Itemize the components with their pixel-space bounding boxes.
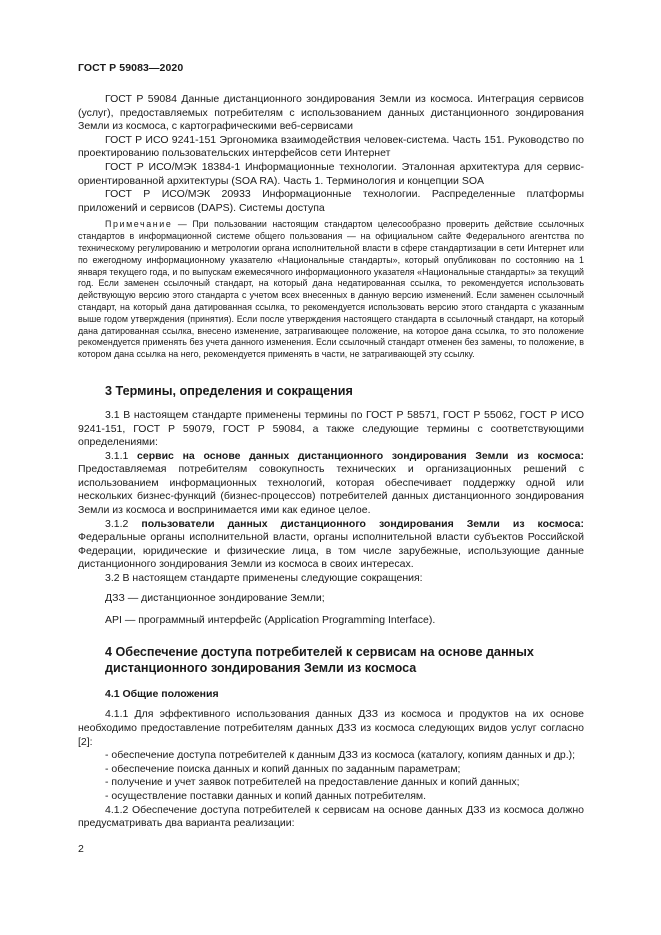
paragraph-3-2: 3.2 В настоящем стандарте применены следующие сокращения: <box>105 572 423 585</box>
list-item: - осуществление поставки данных и копий данных потребителям. <box>105 789 427 802</box>
subsection-4-1-title: 4.1 Общие положения <box>105 687 219 700</box>
term-definition: Предоставляемая потребителям совокупность технических и организационных решений с использованием информационных технологий, которая обеспечивает поддержку одной или нескольких бизнес-функций (бизнес-процессов) потребителей данных дистанционного зондирования Земли из космоса и воспринимается ими как единое целое. <box>78 463 584 517</box>
reference-item: ГОСТ Р 59084 Данные дистанционного зондирования Земли из космоса. Интеграция сервисов (услуг), предоставляемых потребителям с использованием данных дистанционного зондирования Земли из космоса, с картографическими веб-сервисами <box>78 93 584 133</box>
note-label: Примечание <box>105 219 173 230</box>
reference-item: ГОСТ Р ИСО 9241-151 Эргономика взаимодействия человек-система. Часть 151. Руководство по проектированию пользовательских интерфейсов сети Интернет <box>78 133 584 160</box>
section-4-title-line1: 4 Обеспечение доступа потребителей к сервисам на основе данных <box>105 644 534 659</box>
paragraph-4-1-1: 4.1.1 Для эффективного использования данных ДЗЗ из космоса и продуктов на их основе необходимо предоставление потребителям данных ДЗЗ из космоса следующих видов услуг согласно [2]: <box>78 708 584 748</box>
section-3-title: 3 Термины, определения и сокращения <box>105 383 353 398</box>
abbreviation-item: API — программный интерфейс (Application Programming Interface). <box>105 614 436 627</box>
list-item: - получение и учет заявок потребителей на предоставление данных и копий данных; <box>105 776 520 789</box>
term-definition: Федеральные органы исполнительной власти, органы исполнительной власти субъектов Российской Федерации, юридические и физические лица, в том числе зарубежные, использующие данные дистанционного зондирования Земли из космоса в своих интересах. <box>78 531 584 571</box>
page-number: 2 <box>78 843 84 855</box>
paragraph-4-1-2: 4.1.2 Обеспечение доступа потребителей к сервисам на основе данных ДЗЗ из космоса должно предусматривать два варианта реализации: <box>78 803 584 830</box>
abbreviation-item: ДЗЗ — дистанционное зондирование Земли; <box>105 591 325 604</box>
term-3-1-2 <box>78 518 584 572</box>
term-number: 3.1.2 <box>105 517 142 530</box>
term-3-1-1 <box>78 450 584 518</box>
paragraph-3-1: 3.1 В настоящем стандарте применены термины по ГОСТ Р 58571, ГОСТ Р 55062, ГОСТ Р ИСО 9241-151, ГОСТ Р 59079, ГОСТ Р 59084, а также следующие термины с соответствующими определениями: <box>78 408 584 449</box>
term-name: сервис на основе данных дистанционного зондирования Земли из космоса: <box>137 449 584 462</box>
term-name: пользователи данных дистанционного зондирования Земли из космоса: <box>141 517 584 530</box>
reference-item: ГОСТ Р ИСО/МЭК 20933 Информационные технологии. Распределенные платформы приложений и сервисов (DAPS). Системы доступа <box>78 188 584 214</box>
note-paragraph <box>78 219 584 361</box>
list-item: - обеспечение поиска данных и копий данных по заданным параметрам; <box>105 762 461 775</box>
section-4-title-line2: дистанционного зондирования Земли из космоса <box>105 660 417 675</box>
page-content <box>78 93 584 831</box>
reference-item: ГОСТ Р ИСО/МЭК 18384-1 Информационные технологии. Эталонная архитектура для сервис-ориентированной архитектуры (SOA RA). Часть 1. Терминология и концепции SOA <box>78 160 584 187</box>
note-text: — При пользовании настоящим стандартом целесообразно проверить действие ссылочных стандартов в информационной системе общего пользования — на официальном сайте Федерального агентства по техническому регулированию и метрологии органа исполнительной власти в сфере стандартизации в сети Интернет или по ежегодному информационному указателю «Национальные стандарты», который опубликован по состоянию на 1 января текущего года, и по выпускам ежемесячного информационного указателя «Национальные стандарты» за текущий год. Если заменен ссылочный стандарт, на который дана недатированная ссылка, то рекомендуется использовать действующую версию этого стандарта с учетом всех внесенных в данную версию изменений. Если заменен ссылочный стандарт, на который дана датированная ссылка, то рекомендуется использовать версию этого стандарта с указанным выше годом утверждения (принятия). Если после утверждения настоящего стандарта в ссылочный стандарт, на который дана датированная ссылка, внесено изменение, затрагивающее положение, на которое дана ссылка, то это положение рекомендуется применять без учета данного изменения. Если ссылочный стандарт отменен без замены, то положение, в котором дана ссылка на него, рекомендуется применять в части, не затрагивающей эту ссылку. <box>78 219 584 360</box>
document-header: ГОСТ Р 59083—2020 <box>78 62 184 74</box>
list-item: - обеспечение доступа потребителей к данным ДЗЗ из космоса (каталогу, копиям данных и др.); <box>105 749 576 762</box>
term-number: 3.1.1 <box>105 449 138 462</box>
section-4-title <box>78 644 584 676</box>
